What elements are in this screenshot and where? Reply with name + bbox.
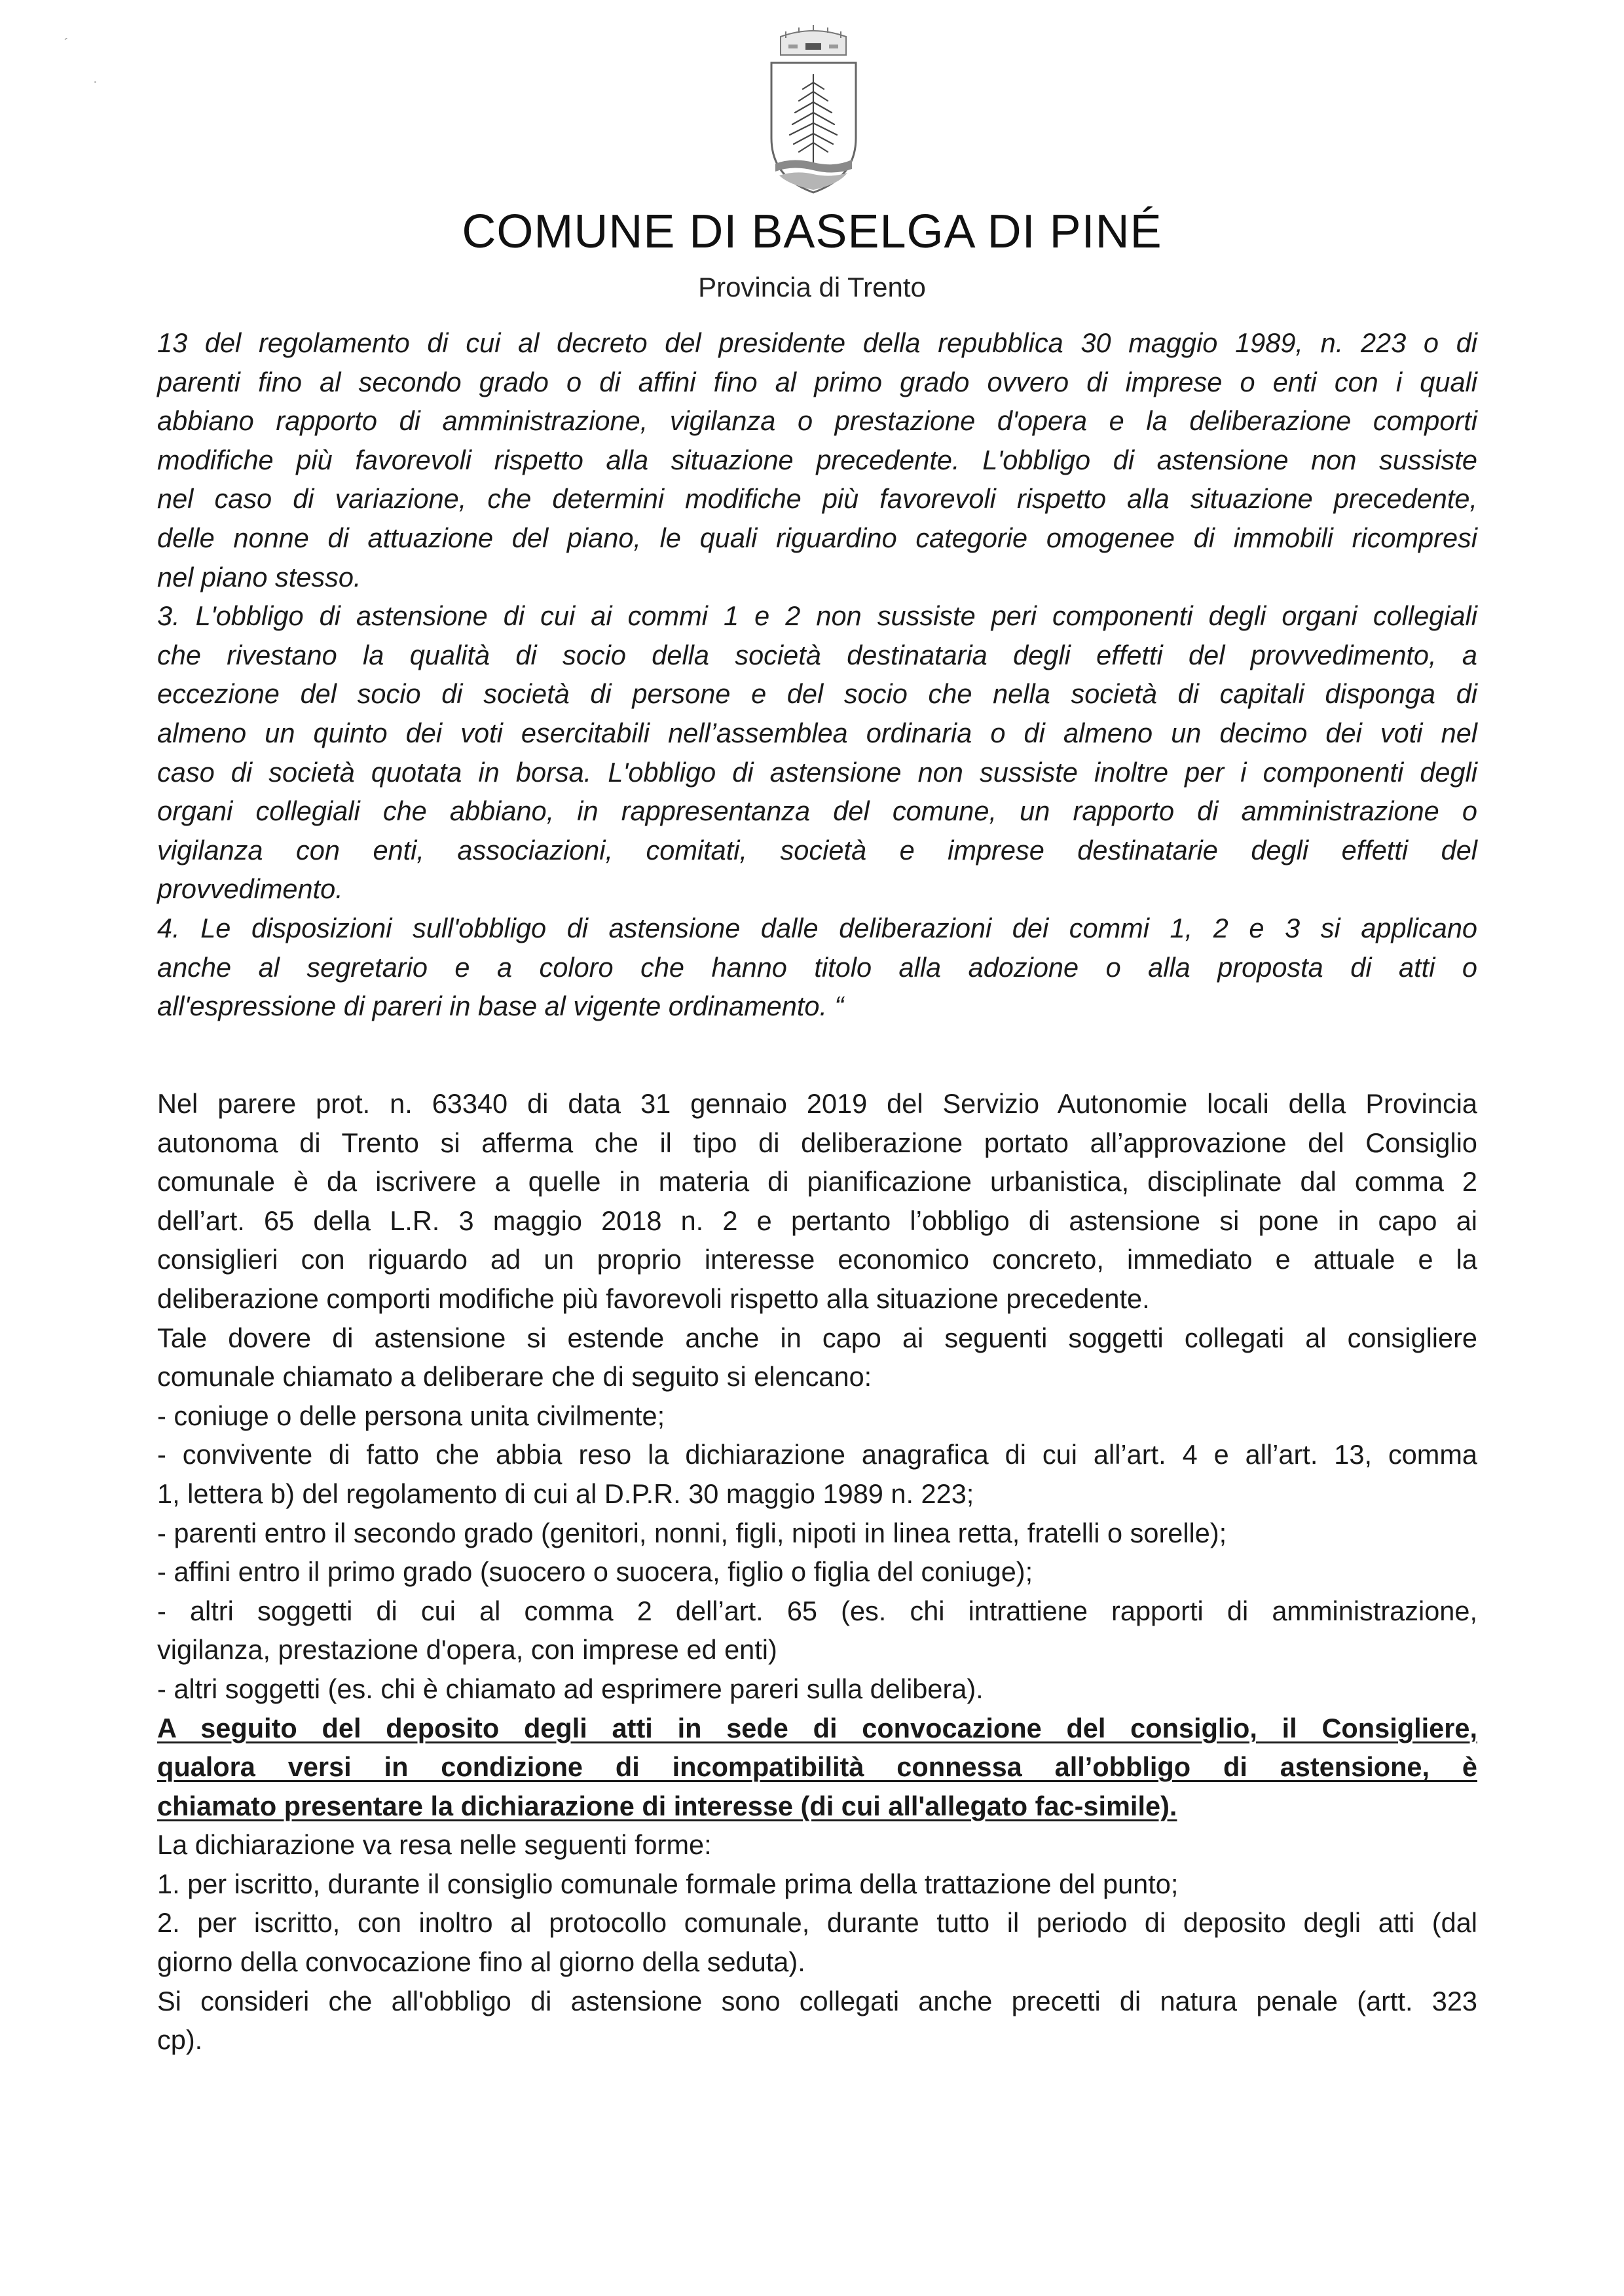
text-line: eccezione del socio di società di persone e del socio che nella società di capitali disponga di: [157, 678, 1477, 710]
text-line: modifiche più favorevoli rispetto alla situazione precedente. L'obbligo di astensione non sussiste: [157, 444, 1477, 475]
emphasis-line: qualora versi in condizione di incompatibilità connessa all’obbligo di astensione, è: [157, 1751, 1477, 1783]
coat-of-arms-icon: [766, 24, 861, 197]
text-line: almeno un quinto dei voti esercitabili nell’assemblea ordinaria o di almeno un decimo dei voti nel: [157, 717, 1477, 748]
list-item: - convivente di fatto che abbia reso la dichiarazione anagrafica di cui all’art. 4 e all’art. 13, comma: [157, 1439, 1477, 1470]
list-item: - affini entro il primo grado (suocero o suocera, figlio o figlia del coniuge);: [157, 1556, 1033, 1588]
text-line: parenti fino al secondo grado o di affini fino al primo grado ovvero di imprese o enti con i quali: [157, 366, 1477, 397]
text-line: caso di società quotata in borsa. L'obbligo di astensione non sussiste inoltre per i componenti degli: [157, 756, 1477, 788]
emphasis-paragraph: [157, 1709, 1477, 1826]
province-name: Provincia di Trento: [698, 272, 926, 302]
scan-speck: ´: [64, 37, 69, 51]
text-line: autonoma di Trento si afferma che il tipo di deliberazione portato all’approvazione del Consiglio: [157, 1127, 1477, 1158]
text-line: cp).: [157, 2024, 203, 2056]
emphasis-line: chiamato presentare la dichiarazione di interesse (di cui all'allegato fac-simile).: [157, 1790, 1177, 1821]
scan-speck: ·: [93, 75, 98, 89]
text-line: giorno della convocazione fino al giorno della seduta).: [157, 1946, 805, 1978]
text-line: provvedimento.: [157, 873, 343, 905]
text-line: consiglieri con riguardo ad un proprio interesse economico concreto, immediato e attuale e la: [157, 1244, 1477, 1275]
text-line: vigilanza, prestazione d'opera, con imprese ed enti): [157, 1634, 777, 1666]
text-line: comunale è da iscrivere a quelle in materia di pianificazione urbanistica, disciplinate dal comma 2: [157, 1166, 1477, 1197]
text-line: Si consideri che all'obbligo di astensione sono collegati anche precetti di natura penale (artt. 323: [157, 1985, 1477, 2016]
list-item: - altri soggetti (es. chi è chiamato ad esprimere pareri sulla delibera).: [157, 1673, 984, 1704]
text-line: Nel parere prot. n. 63340 di data 31 gennaio 2019 del Servizio Autonomie locali della Provincia: [157, 1088, 1477, 1119]
text-line: abbiano rapporto di amministrazione, vigilanza o prestazione d'opera e la deliberazione comporti: [157, 405, 1477, 437]
text-line: dell’art. 65 della L.R. 3 maggio 2018 n. 2 e pertanto l’obbligo di astensione si pone in capo ai: [157, 1205, 1477, 1236]
list-item: - altri soggetti di cui al comma 2 dell’art. 65 (es. chi intrattiene rapporti di amministrazione,: [157, 1595, 1477, 1626]
text-line: comunale chiamato a deliberare che di seguito si elencano:: [157, 1361, 872, 1393]
text-line: organi collegiali che abbiano, in rappresentanza del comune, un rapporto di amministrazione o: [157, 795, 1477, 827]
text-line: nel caso di variazione, che determini modifiche più favorevoli rispetto alla situazione precedente,: [157, 483, 1477, 515]
list-item: - parenti entro il secondo grado (genitori, nonni, figli, nipoti in linea retta, fratelli o sorelle);: [157, 1517, 1227, 1548]
main-body-text: [157, 1084, 1477, 2060]
list-item: 2. per iscritto, con inoltro al protocollo comunale, durante tutto il periodo di deposito degli atti (dal: [157, 1907, 1477, 1939]
text-line: Tale dovere di astensione si estende anche in capo ai seguenti soggetti collegati al consigliere: [157, 1322, 1477, 1353]
text-line: all'espressione di pareri in base al vigente ordinamento. “: [157, 991, 844, 1022]
text-line: anche al segretario e a coloro che hanno titolo alla adozione o alla proposta di atti o: [157, 951, 1477, 983]
text-line: 4. Le disposizioni sull'obbligo di astensione dalle deliberazioni dei commi 1, 2 e 3 si applicano: [157, 912, 1477, 943]
text-line: La dichiarazione va resa nelle seguenti forme:: [157, 1829, 712, 1861]
list-item: 1. per iscritto, durante il consiglio comunale formale prima della trattazione del punto;: [157, 1868, 1179, 1899]
text-line: nel piano stesso.: [157, 561, 361, 592]
quoted-regulation-text: [157, 323, 1477, 1026]
text-line: deliberazione comporti modifiche più favorevoli rispetto alla situazione precedente.: [157, 1283, 1150, 1314]
text-line: 13 del regolamento di cui al decreto del presidente della repubblica 30 maggio 1989, n. 223 o di: [157, 327, 1477, 358]
emphasis-line: A seguito del deposito degli atti in sede di convocazione del consiglio, il Consigliere,: [157, 1712, 1477, 1743]
text-line: che rivestano la qualità di socio della società destinataria degli effetti del provvedimento, a: [157, 639, 1477, 670]
municipality-name: COMUNE DI BASELGA DI PINÉ: [462, 206, 1162, 258]
text-line: 3. L'obbligo di astensione di cui ai commi 1 e 2 non sussiste peri componenti degli organi collegiali: [157, 600, 1477, 632]
text-line: delle nonne di attuazione del piano, le quali riguardino categorie omogenee di immobili ricompresi: [157, 522, 1477, 553]
text-line: vigilanza con enti, associazioni, comitati, società e imprese destinatarie degli effetti del: [157, 834, 1477, 866]
list-item: - coniuge o delle persona unita civilmente;: [157, 1400, 665, 1431]
text-line: 1, lettera b) del regolamento di cui al D.P.R. 30 maggio 1989 n. 223;: [157, 1478, 974, 1509]
